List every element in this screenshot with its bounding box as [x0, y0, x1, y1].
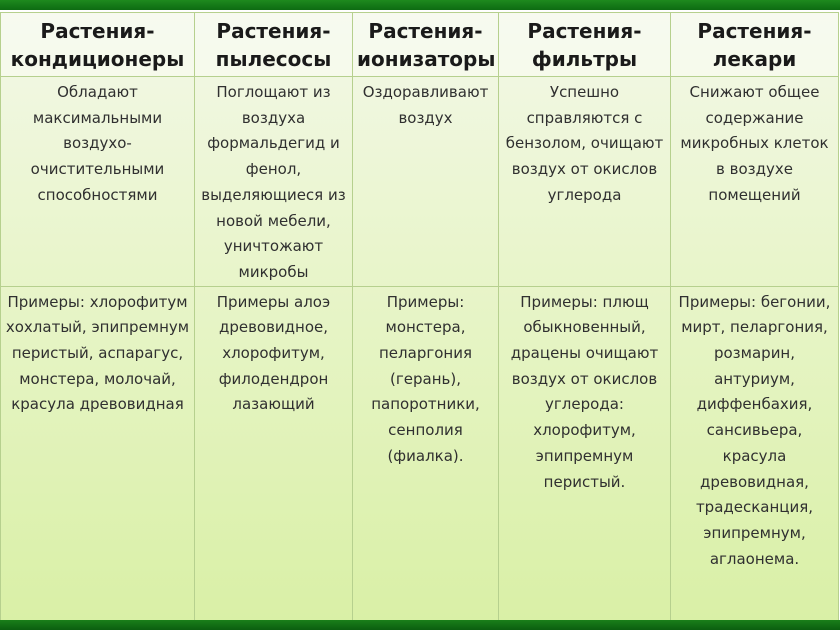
examples-vacuums: Примеры алоэ древовидное, хлорофитум, филодендрон лазающий	[195, 286, 353, 623]
examples-ionizers: Примеры: монстера, пеларгония (герань), папоротники, сенполия (фиалка).	[353, 286, 499, 623]
header-vacuums: Растения-пылесосы	[195, 13, 353, 77]
examples-conditioners: Примеры: хлорофитум хохлатый, эпипремнум перистый, аспарагус, монстера, молочай, красула древовидная	[1, 286, 195, 623]
description-healers: Снижают общее содержание микробных клеток в воздухе помещений	[671, 77, 839, 287]
header-row	[1, 13, 839, 77]
description-vacuums: Поглощают из воздуха формальдегид и фенол, выделяющиеся из новой мебели, уничтожают микробы	[195, 77, 353, 287]
plants-table	[0, 12, 839, 624]
top-border-bar	[0, 0, 840, 10]
examples-row	[1, 286, 839, 623]
description-conditioners: Обладают максимальными воздухо-очистительными способностями	[1, 77, 195, 287]
description-filters: Успешно справляются с бензолом, очищают воздух от окислов углерода	[499, 77, 671, 287]
bottom-border-bar	[0, 620, 840, 630]
header-conditioners: Растения-кондиционеры	[1, 13, 195, 77]
examples-filters: Примеры: плющ обыкновенный, драцены очищают воздух от окислов углерода: хлорофитум, эпипремнум перистый.	[499, 286, 671, 623]
description-row	[1, 77, 839, 287]
header-ionizers: Растения-ионизаторы	[353, 13, 499, 77]
header-healers: Растения-лекари	[671, 13, 839, 77]
description-ionizers: Оздоравливают воздух	[353, 77, 499, 287]
examples-healers: Примеры: бегонии, мирт, пеларгония, розмарин, антуриум, диффенбахия, сансивьера, красула древовидная, традесканция, эпипремнум, аглаонема.	[671, 286, 839, 623]
header-filters: Растения-фильтры	[499, 13, 671, 77]
